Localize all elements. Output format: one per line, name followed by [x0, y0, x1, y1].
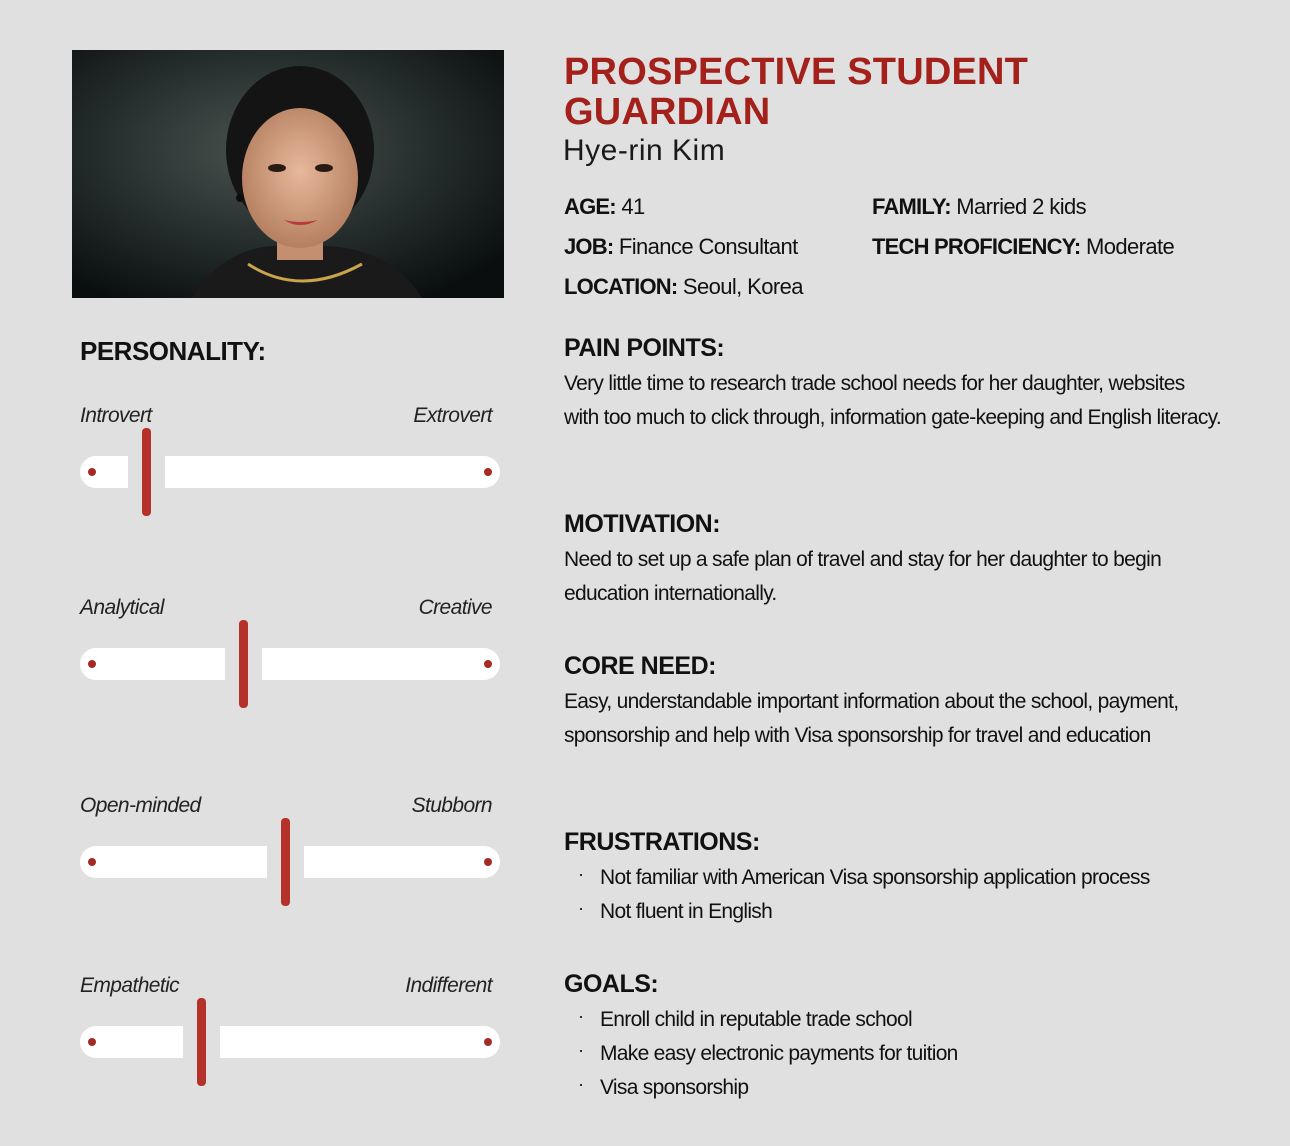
trait-right-label: Creative — [418, 596, 492, 619]
list-item: · Enroll child in reputable trade school — [564, 1003, 1224, 1037]
trait-slider — [80, 974, 500, 1094]
core-need-text: Easy, understandable important information about the school, payment, sponsorship and help with Visa sponsorship for travel and education — [564, 690, 1179, 747]
trait-track-left — [80, 846, 267, 878]
track-start-dot — [88, 858, 96, 866]
trait-slider — [80, 404, 500, 524]
frustrations-section — [564, 828, 1224, 929]
persona-name: Hye-rin Kim — [563, 134, 726, 167]
trait-left-label: Analytical — [80, 596, 164, 619]
goals-list — [564, 1003, 1224, 1105]
trait-right-label: Indifferent — [405, 974, 492, 997]
trait-level-marker — [281, 818, 290, 906]
info-job-value: Finance Consultant — [618, 234, 798, 259]
info-tech-value: Moderate — [1085, 234, 1175, 259]
list-item: · Not fluent in English — [564, 895, 1224, 929]
trait-track-right — [262, 648, 500, 680]
info-age-label: AGE: — [564, 194, 616, 219]
portrait-image — [72, 50, 504, 298]
trait-level-marker — [239, 620, 248, 708]
track-start-dot — [88, 1038, 96, 1046]
list-item: · Make easy electronic payments for tuition — [564, 1037, 1224, 1071]
trait-track-right — [220, 1026, 500, 1058]
track-end-dot — [484, 660, 492, 668]
info-location-label: LOCATION: — [564, 274, 678, 299]
personality-heading: PERSONALITY: — [80, 336, 266, 366]
info-family-value: Married 2 kids — [956, 194, 1087, 219]
motivation-section — [564, 510, 1224, 611]
motivation-heading: MOTIVATION: — [564, 510, 721, 538]
info-location-value: Seoul, Korea — [682, 274, 803, 299]
info-family — [872, 194, 1086, 220]
pain-points-section — [564, 334, 1224, 435]
track-end-dot — [484, 468, 492, 476]
info-job-label: JOB: — [564, 234, 614, 259]
trait-track-left — [80, 648, 225, 680]
info-location — [564, 274, 803, 300]
track-start-dot — [88, 468, 96, 476]
trait-slider — [80, 794, 500, 914]
goals-section — [564, 970, 1224, 1105]
goals-heading: GOALS: — [564, 970, 659, 998]
frustrations-list — [564, 861, 1224, 929]
info-age — [564, 194, 645, 220]
trait-track-right — [165, 456, 500, 488]
trait-right-label: Extrovert — [413, 404, 492, 427]
persona-photo — [72, 50, 504, 298]
info-tech-label: TECH PROFICIENCY: — [872, 234, 1081, 259]
trait-left-label: Open-minded — [80, 794, 201, 817]
list-item: · Visa sponsorship — [564, 1071, 1224, 1105]
trait-level-marker — [197, 998, 206, 1086]
info-family-label: FAMILY: — [872, 194, 951, 219]
frustrations-heading: FRUSTRATIONS: — [564, 828, 760, 856]
track-end-dot — [484, 858, 492, 866]
core-need-section — [564, 652, 1224, 753]
info-tech — [872, 234, 1174, 260]
trait-level-marker — [142, 428, 151, 516]
pain-points-text: Very little time to research trade school needs for her daughter, websites with too much to click through, information gate-keeping and English literacy. — [564, 372, 1222, 429]
core-need-heading: CORE NEED: — [564, 652, 716, 680]
trait-track-right — [304, 846, 500, 878]
trait-left-label: Empathetic — [80, 974, 180, 997]
pain-points-heading: PAIN POINTS: — [564, 334, 725, 362]
trait-slider — [80, 596, 500, 716]
info-age-value: 41 — [621, 194, 645, 219]
trait-left-label: Introvert — [80, 404, 152, 427]
track-end-dot — [484, 1038, 492, 1046]
track-start-dot — [88, 660, 96, 668]
trait-right-label: Stubborn — [411, 794, 492, 817]
persona-title: PROSPECTIVE STUDENT GUARDIAN — [564, 51, 1029, 133]
motivation-text: Need to set up a safe plan of travel and stay for her daughter to begin education internationally. — [564, 548, 1162, 605]
list-item: · Not familiar with American Visa sponsorship application process — [564, 861, 1224, 895]
info-job — [564, 234, 798, 260]
